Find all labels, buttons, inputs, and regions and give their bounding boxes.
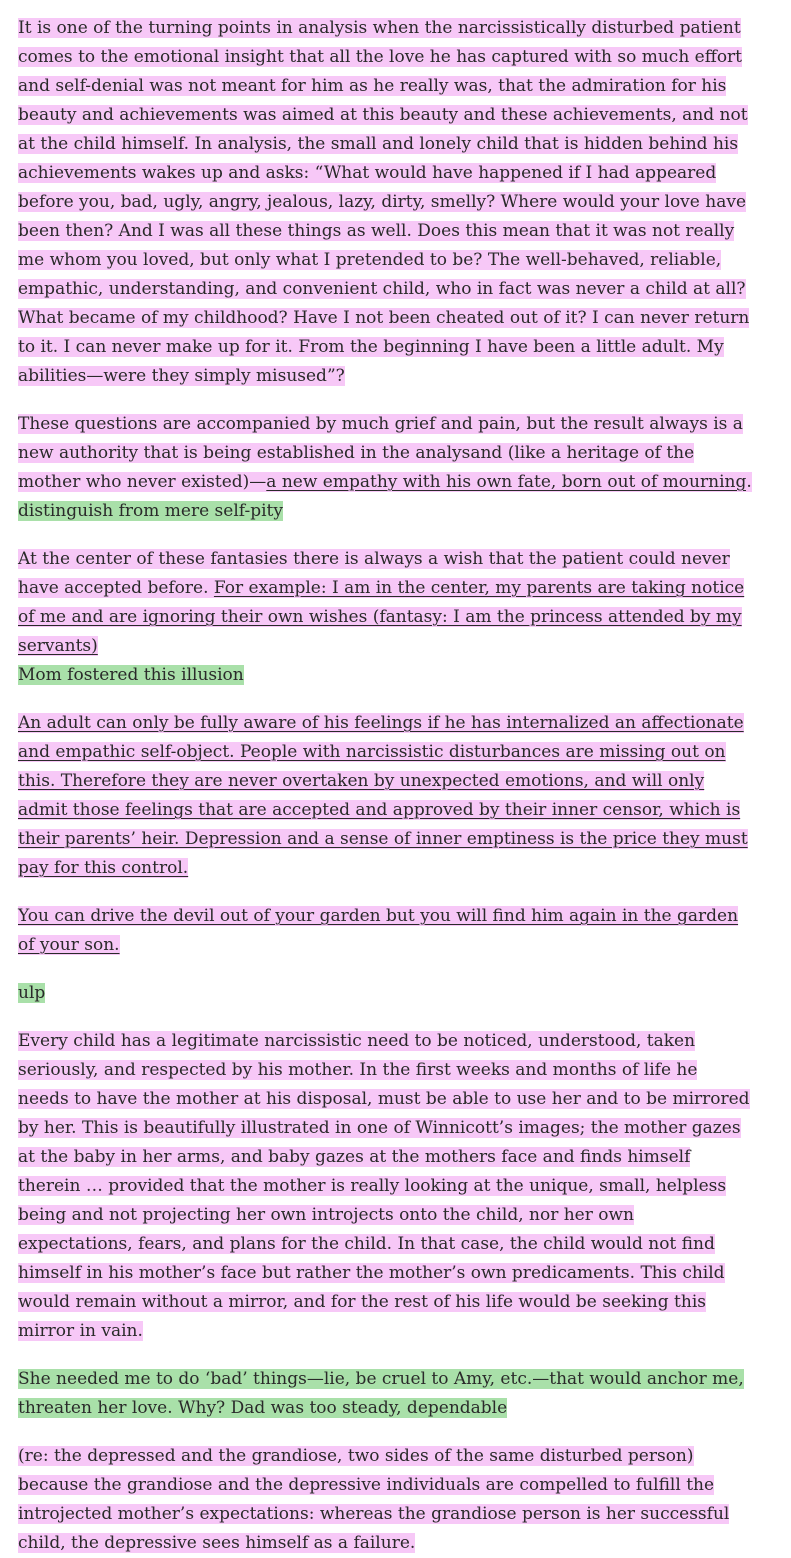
highlight-text: . [746, 472, 752, 492]
underlined-text: An adult can only be fully aware of his feelings if he has internalized an affectionate and empathic self-object. People with narcissistic disturbances are missing out on this. Therefore they are never overtaken by unexpected emotions, and will only admit those feelings that are accepted and approved by their inner censor, which is their parents’ heir. Depression and a sense of inner emptiness is the price they must pay for this control. [18, 713, 748, 878]
note-text: distinguish from mere self-pity [18, 501, 283, 521]
highlight-text: It is one of the turning points in analysis when the narcissistically disturbed patient comes to the emotional insight that all the love he has captured with so much effort and self-denial was not meant for him as he really was, that the admiration for his beauty and achievements was aimed at this beauty and these achievements, and not at the child himself. In analysis, the small and lonely child that is hidden behind his achievements wakes up and asks: “What would have happened if I had appeared before you, bad, ugly, angry, jealous, lazy, dirty, smelly? Where would your love have been then? And I was all these things as well. Does this mean that it was not really me whom you loved, but only what I pretended to be? The well-behaved, reliable, empathic, understanding, and convenient child, who in fact was never a child at all? What became of my childhood? Have I not been cheated out of it? I can never return to it. I can never make up for it. From the beginning I have been a little adult. My abilities—were they simply misused”? [18, 18, 750, 386]
note-block[interactable] [18, 661, 753, 690]
note-text: Mom fostered this illusion [18, 665, 244, 685]
note-text: She needed me to do ‘bad’ things—lie, be cruel to Amy, etc.—that would anchor me, threaten her love. Why? Dad was too steady, dependable [18, 1369, 744, 1418]
underlined-text: For example: I am in the center, my parents are taking notice of me and are ignoring their own wishes (fantasy: I am the princess attended by my servants) [18, 578, 745, 656]
highlight-text: Every child has a legitimate narcissistic need to be noticed, understood, taken seriously, and respected by his mother. In the first weeks and months of life he needs to have the mother at his disposal, must be able to use her and to be mirrored by her. This is beautifully illustrated in one of Winnicott’s images; the mother gazes at the baby in her arms, and baby gazes at the mothers face and finds himself therein … provided that the mother is really looking at the unique, small, helpless being and not projecting her own introjects onto the child, nor her own expectations, fears, and plans for the child. In that case, the child would not find himself in his mother’s face but rather the mother’s own predicaments. This child would remain without a mirror, and for the rest of his life would be seeking this mirror in vain. [18, 1031, 750, 1341]
note-block[interactable] [18, 979, 753, 1008]
underlined-text: You can drive the devil out of your garden but you will find him again in the garden of your son. [18, 906, 739, 955]
highlight-text: (re: the depressed and the grandiose, two sides of the same disturbed person) because the grandiose and the depressive individuals are compelled to fulfill the introjected mother’s expectations: whereas the grandiose person is her successful child, the depressive sees himself as a failure. [18, 1446, 730, 1553]
highlight-text: At the center of these fantasies there is always a wish that the patient could never have accepted before. [18, 549, 730, 598]
highlight-block[interactable] [18, 410, 753, 497]
highlight-block[interactable] [18, 14, 753, 391]
underlined-text: a new empathy with his own fate, born out of mourning [266, 472, 747, 492]
note-text: ulp [18, 983, 46, 1003]
highlight-block[interactable] [18, 1027, 753, 1346]
highlight-text: These questions are accompanied by much grief and pain, but the result always is a new authority that is being established in the analysand (like a heritage of the mother who never existed)— [18, 414, 743, 492]
note-block[interactable] [18, 1365, 753, 1423]
highlight-block[interactable] [18, 545, 753, 661]
highlight-block[interactable] [18, 1442, 753, 1558]
highlight-block[interactable] [18, 709, 753, 883]
note-block[interactable] [18, 497, 753, 526]
highlight-block[interactable] [18, 902, 753, 960]
